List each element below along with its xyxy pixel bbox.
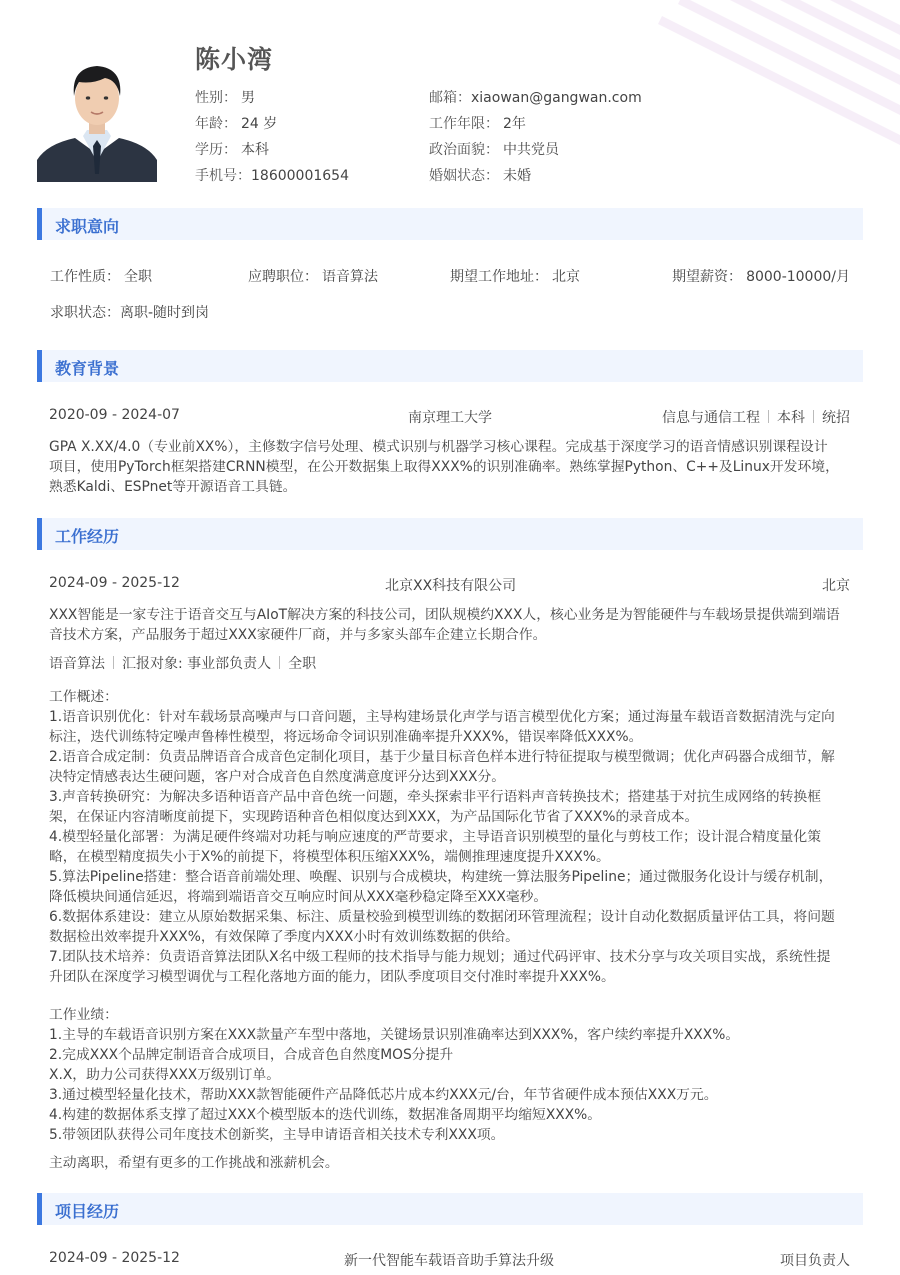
work-years-field: 工作年限： 2年 [429, 116, 526, 132]
overview-title: 工作概述： [49, 689, 118, 705]
project-name: 新一代智能车载语音助手算法升级 [344, 1253, 554, 1269]
work-overview: 工作概述： 1.语音识别优化：针对车载场景高噪声与口音问题，主导构建场景化声学与语言模型优化方案；通过海量车载语音数据清洗与定向 标注，迭代训练特定噪声鲁棒性模型，将远场命令词识别准确率提升XXX%，错误率降低XXX%。 2.语音合成定制：负责品牌语音合成音色定制化项目，基于少量目标音色样本进行特征提取与模型微调；优化声码器合成细节，解 决特定情感表达生硬问题，客户对合成音色自然度满意度评分达到XXX分。 3.声音转换研究：为解决多语种语音产品中音色统一问题，牵头探索非平行语料声音转换技术；搭建基于对抗生成网络的转换框 架，在保证内容清晰度前提下，实现跨语种音色相似度达到XXX，为产品国际化节省了XXX%的录音成本。 4.模型轻量化部署：为满足硬件终端对功耗与响应速度的严苛要求，主导语音识别模型的量化与剪枝工作；设计混合精度量化策 略，在模型精度损失小于X%的前提下，将模型体积压缩XXX%，端侧推理速度提升XXX%。 5.算法Pipeline搭建：整合语音前端处理、唤醒、识别与合成模块，构建统一算法服务Pipeline；通过微服务化设计与缓存机制， 降低模块间通信延迟，将端到端语音交互响应时间从XXX毫秒稳定降至XXX毫秒。 6.数据体系建设：建立从原始数据采集、标注、质量校验到模型训练的数据闭环管理流程；设计自动化数据质量评估工具，将问题 数据检出效率提升XXX%，有效保障了季度内XXX小时有效训练数据的供给。 7.团队技术培养：负责语音算法团队X名中级工程师的技术指导与能力规划；通过代码评审、技术分享与攻关项目实战，系统性提 升团队在深度学习模型调优与工程化落地方面的能力，团队季度项目交付准时率提升XXX%。 [49, 687, 849, 987]
email-field: 邮箱：xiaowan@gangwan.com [429, 90, 642, 106]
candidate-name: 陈小湾 [195, 45, 274, 74]
section-title: 教育背景 [55, 359, 120, 378]
achievements-title: 工作业绩： [49, 1007, 118, 1023]
education-level-field: 学历： 本科 [195, 142, 269, 158]
avatar [37, 50, 157, 182]
section-title: 工作经历 [55, 527, 120, 546]
work-tags [49, 653, 316, 673]
education-meta [662, 407, 850, 427]
section-header-intent [37, 208, 863, 240]
education-mode: 统招 [822, 410, 850, 426]
work-period: 2024-09 - 2025-12 [49, 575, 180, 591]
section-accent-bar [37, 518, 42, 550]
section-title: 求职意向 [55, 217, 120, 236]
section-accent-bar [37, 350, 42, 382]
education-period: 2020-09 - 2024-07 [49, 407, 180, 423]
intent-position: 应聘职位： 语音算法 [248, 269, 378, 285]
section-header-project [37, 1193, 863, 1225]
education-degree: 本科 [777, 410, 805, 426]
project-period: 2024-09 - 2025-12 [49, 1250, 180, 1266]
education-description: GPA X.XX/4.0（专业前XX%），主修数字信号处理、模式识别与机器学习核心课程。完成基于深度学习的语音情感识别课程设计 项目，使用PyTorch框架搭建CRNN模型，在公开数据集上取得XXX%的识别准确率。熟练掌握Python、C++及Linux开发环境， 熟悉Kaldi、ESPnet等开源语音工具链。 [49, 439, 839, 495]
section-accent-bar [37, 1193, 42, 1225]
decorative-stripes [640, 0, 900, 150]
intent-type: 工作性质： 全职 [50, 269, 152, 285]
project-role: 项目负责人 [780, 1253, 850, 1269]
age-field: 年龄： 24 岁 [195, 116, 278, 132]
leave-reason: 主动离职，希望有更多的工作挑战和涨薪机会。 [49, 1155, 339, 1171]
work-jobtype: 全职 [288, 656, 317, 672]
work-city: 北京 [822, 578, 850, 594]
work-report: 汇报对象: 事业部负责人 [122, 656, 272, 672]
intent-salary: 期望薪资： 8000-10000/月 [672, 269, 850, 285]
education-school: 南京理工大学 [408, 410, 492, 426]
work-role: 语音算法 [49, 656, 105, 672]
work-achievements: 工作业绩： 1.主导的车载语音识别方案在XXX款量产车型中落地，关键场景识别准确率达到XXX%，客户续约率提升XXX%。 2.完成XXX个品牌定制语音合成项目，合成音色自然度MOS分提升 X.X，助力公司获得XXX万级别订单。 3.通过模型轻量化技术，帮助XXX款智能硬件产品降低芯片成本约XXX元/台，年节省硬件成本预估XXX万元。 4.构建的数据体系支撑了超过XXX个模型版本的迭代训练，数据准备周期平均缩短XXX%。 5.带领团队获得公司年度技术创新奖，主导申请语音相关技术专利XXX项。 [49, 1005, 849, 1145]
company-intro: XXX智能是一家专注于语音交互与AIoT解决方案的科技公司，团队规模约XXX人，核心业务是为智能硬件与车载场景提供端到端语 音技术方案，产品服务于超过XXX家硬件厂商，并与多家头部车企建立长期合作。 [49, 607, 840, 643]
section-header-education [37, 350, 863, 382]
work-company: 北京XX科技有限公司 [385, 578, 517, 594]
section-header-work [37, 518, 863, 550]
phone-field: 手机号：18600001654 [195, 168, 349, 184]
gender-field: 性别： 男 [195, 90, 255, 106]
section-title: 项目经历 [55, 1202, 120, 1221]
intent-status: 求职状态：离职-随时到岗 [50, 305, 210, 321]
marital-field: 婚姻状态： 未婚 [429, 168, 531, 184]
section-accent-bar [37, 208, 42, 240]
politics-field: 政治面貌： 中共党员 [429, 142, 559, 158]
intent-location: 期望工作地址： 北京 [450, 269, 580, 285]
education-major: 信息与通信工程 [662, 410, 760, 426]
